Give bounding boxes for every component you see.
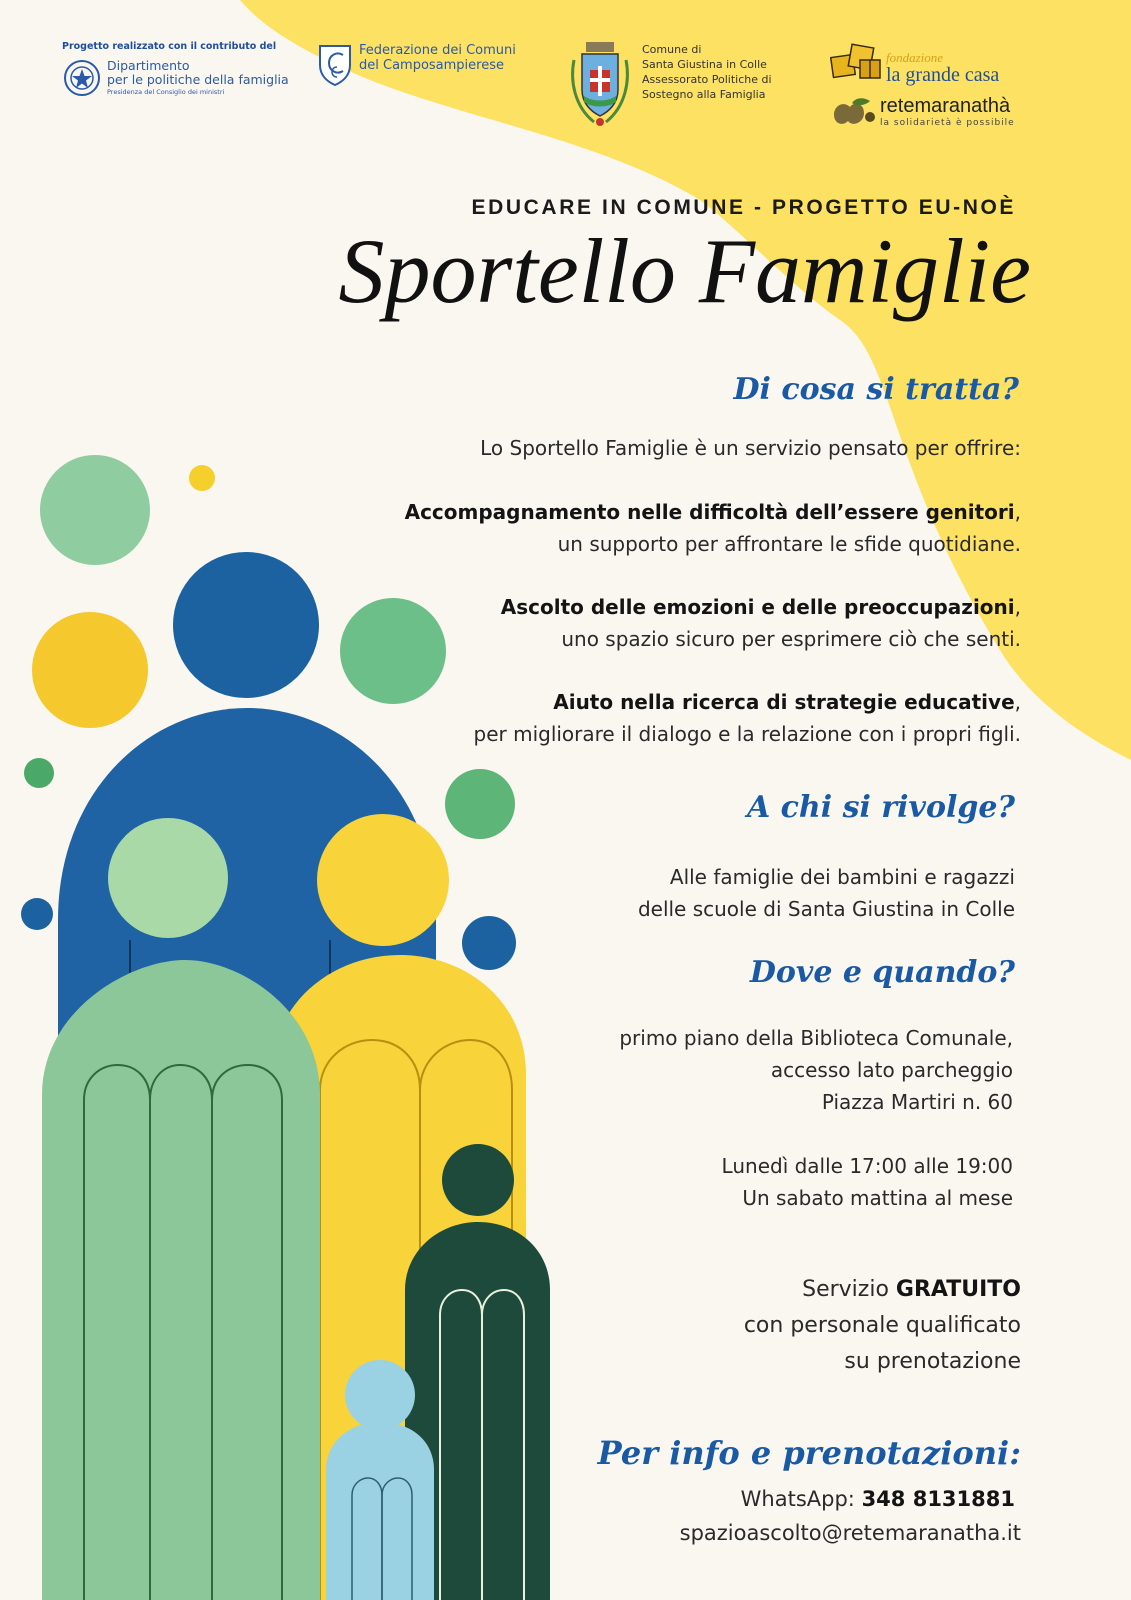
where-line2: accesso lato parcheggio (770, 1058, 1013, 1082)
fondazione-small: fondazione (886, 50, 944, 65)
where-line1: primo piano della Biblioteca Comunale, (619, 1026, 1013, 1050)
comune-line4: Sostegno alla Famiglia (642, 88, 766, 101)
figure-lightblue-head (345, 1360, 415, 1430)
contact-email[interactable]: spazioascolto@retemaranatha.it (679, 1521, 1021, 1545)
contact-whatsapp (741, 1483, 1015, 1515)
what-item-3 (474, 686, 1022, 750)
gift-boxes-icon (830, 38, 884, 82)
comune-line2: Santa Giustina in Colle (642, 58, 767, 71)
comune-line1: Comune di (642, 43, 702, 56)
circle-yellow-small (189, 465, 215, 491)
circle-blue-big (173, 552, 319, 698)
dept-line1: Dipartimento (107, 58, 190, 73)
logo-federazione (317, 43, 516, 87)
logo-retemaranatha (830, 95, 1015, 129)
page-title: Sportello Famiglie (338, 220, 1031, 322)
what-item-1-tail: , (1014, 500, 1021, 524)
what-item-1 (405, 496, 1021, 560)
what-item-2 (501, 591, 1021, 655)
service-line3: su prenotazione (844, 1349, 1021, 1374)
logo-fondazione (830, 38, 1000, 86)
service-free: GRATUITO (895, 1277, 1021, 1302)
what-intro: Lo Sportello Famiglie è un servizio pensato per offrire: (480, 436, 1021, 460)
what-item-3-tail: , (1014, 690, 1021, 714)
heading-contact: Per info e prenotazioni: (597, 1434, 1021, 1472)
dept-line3: Presidenza del Consiglio dei ministri (107, 88, 225, 96)
what-item-3-rest: per migliorare il dialogo e la relazione con i propri figli. (473, 722, 1021, 746)
where-schedule (722, 1150, 1013, 1214)
italian-emblem-icon (62, 58, 102, 98)
circle-green-tiny (24, 758, 54, 788)
service-info (744, 1272, 1021, 1380)
fruit-icon (830, 95, 876, 129)
dept-caption: Progetto realizzato con il contributo del (62, 41, 277, 52)
circle-green-top (40, 455, 150, 565)
comune-line3: Assessorato Politiche di (642, 73, 772, 86)
heading-what: Di cosa si tratta? (733, 372, 1019, 407)
where-line4: Lunedì dalle 17:00 alle 19:00 (721, 1154, 1013, 1178)
service-pre: Servizio (802, 1277, 889, 1302)
circle-blue-right (462, 916, 516, 970)
who-line1: Alle famiglie dei bambini e ragazzi (669, 865, 1015, 889)
what-item-2-tail: , (1014, 595, 1021, 619)
retemaranatha-tagline: la solidarietà è possibile (880, 118, 1015, 128)
retemaranatha-name: retemaranathà (880, 95, 1011, 117)
whatsapp-number[interactable]: 348 8131881 (861, 1487, 1015, 1511)
what-item-2-rest: uno spazio sicuro per esprimere ciò che senti. (561, 627, 1021, 651)
what-item-1-rest: un supporto per affrontare le sfide quotidiane. (557, 532, 1021, 556)
figure-blue-head-green (108, 818, 228, 938)
whatsapp-label: WhatsApp: (740, 1487, 855, 1511)
dept-line2: per le politiche della famiglia (107, 72, 289, 87)
circle-yellow-left (32, 612, 148, 728)
fondazione-name: la grande casa (886, 64, 1000, 86)
logo-dipartimento (62, 41, 289, 98)
circle-green-right (445, 769, 515, 839)
who-line2: delle scuole di Santa Giustina in Colle (637, 897, 1015, 921)
where-line5: Un sabato mattina al mese (742, 1186, 1013, 1210)
what-item-1-bold: Accompagnamento nelle difficoltà dell’essere genitori (404, 500, 1015, 524)
federazione-line2: del Camposampierese (359, 58, 504, 73)
where-address (619, 1022, 1013, 1118)
shield-icon (317, 43, 353, 87)
heading-who: A chi si rivolge? (746, 790, 1015, 825)
service-line2: con personale qualificato (743, 1313, 1021, 1338)
where-line3: Piazza Martiri n. 60 (821, 1090, 1013, 1114)
figure-blue-head-yellow (317, 814, 449, 946)
federazione-line1: Federazione dei Comuni (359, 43, 516, 58)
coat-of-arms-icon (568, 40, 632, 130)
figure-lightblue-body (326, 1422, 434, 1600)
circle-green-mid (340, 598, 446, 704)
what-item-2-bold: Ascolto delle emozioni e delle preoccupazioni (500, 595, 1015, 619)
kicker: EDUCARE IN COMUNE - PROGETTO EU-NOÈ (471, 196, 1016, 219)
who-text (638, 861, 1015, 925)
figure-darkgreen-head (442, 1144, 514, 1216)
logo-comune (568, 40, 772, 130)
circle-blue-tiny (21, 898, 53, 930)
heading-where: Dove e quando? (749, 955, 1015, 990)
what-item-3-bold: Aiuto nella ricerca di strategie educative (553, 690, 1015, 714)
